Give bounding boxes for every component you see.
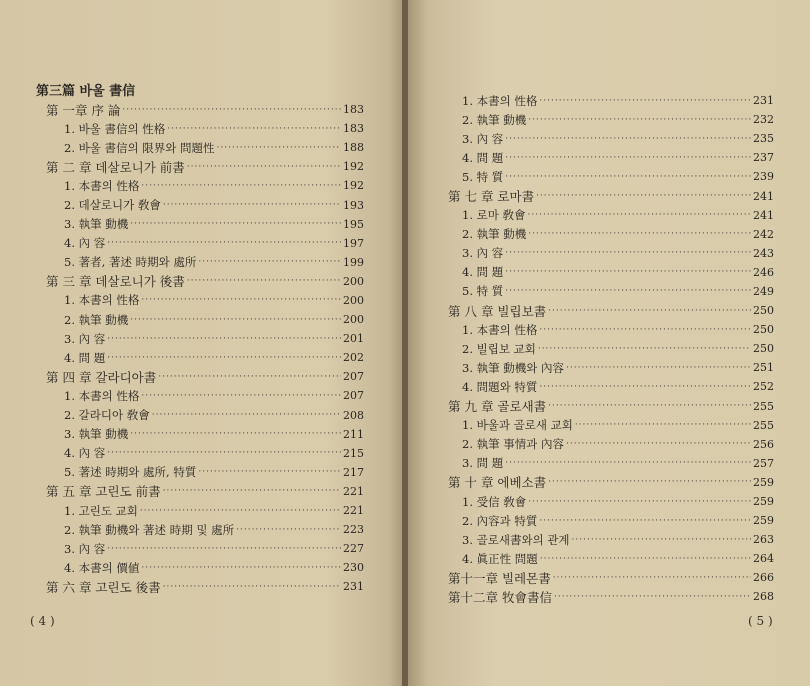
toc-section-entry — [36, 215, 364, 234]
toc-entry-label: 第 十 章 에베소書 — [448, 475, 547, 491]
toc-leader-dots — [152, 410, 341, 420]
toc-entry-label: 3. 內 容 — [462, 246, 504, 261]
toc-entry-label: 第十二章 牧會書信 — [448, 589, 552, 605]
toc-entry-label: 2. 執筆 動機 — [462, 112, 527, 127]
toc-entry-label: 4. 本書의 價値 — [64, 560, 140, 575]
toc-page-number: 207 — [343, 370, 364, 384]
toc-page-number: 188 — [343, 141, 364, 155]
toc-page-number: 266 — [753, 571, 774, 585]
toc-page-number: 221 — [343, 504, 364, 518]
toc-entry-label: 1. 바울 書信의 性格 — [64, 121, 166, 136]
toc-page-number: 202 — [343, 351, 364, 365]
toc-section-entry — [448, 435, 774, 454]
toc-entry-label: 第 八 章 빌립보書 — [448, 303, 547, 319]
toc-leader-dots — [539, 325, 751, 335]
toc-entry-label: 1. 受信 敎會 — [462, 494, 527, 509]
toc-entry-label: 2. 데살로니가 敎會 — [64, 198, 161, 213]
toc-section-entry — [36, 558, 364, 577]
toc-entry-label: 1. 로마 敎會 — [462, 208, 526, 223]
toc-section-entry — [448, 416, 774, 435]
toc-entry-label: 3. 問 題 — [462, 456, 504, 471]
toc-page-number: 183 — [343, 122, 364, 136]
toc-entry-label: 1. 고린도 교회 — [64, 503, 138, 518]
toc-leader-dots — [528, 210, 751, 220]
page-number-right: ( 5 ) — [748, 614, 773, 628]
toc-entry-label: 2. 執筆 動機 — [462, 227, 527, 242]
toc-leader-dots — [130, 219, 341, 229]
toc-leader-dots — [107, 334, 341, 344]
toc-entry-label: 5. 著述 時期와 處所, 特質 — [64, 465, 197, 480]
toc-section-entry — [36, 310, 364, 329]
toc-leader-dots — [107, 238, 341, 248]
toc-leader-dots — [536, 191, 751, 201]
toc-entry-label: 第 四 章 갈라디아書 — [46, 369, 157, 385]
toc-leader-dots — [198, 257, 341, 267]
toc-entry-label: 4. 內 容 — [64, 236, 106, 251]
toc-entry-label: 3. 內 容 — [64, 331, 106, 346]
toc-page-number: 192 — [343, 179, 364, 193]
toc-page-number: 243 — [753, 246, 774, 260]
toc-leader-dots — [141, 391, 341, 401]
toc-entry-label: 1. 本書의 性格 — [64, 388, 140, 403]
toc-leader-dots — [163, 582, 341, 592]
toc-section-entry — [448, 206, 774, 225]
toc-entry-label: 2. 빌립보 교회 — [462, 341, 536, 356]
toc-entry-label: 2. 內容과 特質 — [462, 513, 538, 528]
toc-section-entry — [448, 167, 774, 186]
left-page — [0, 0, 404, 686]
toc-leader-dots — [539, 96, 751, 106]
toc-leader-dots — [236, 525, 341, 535]
toc-section-entry — [448, 282, 774, 301]
toc-section-entry — [36, 253, 364, 272]
toc-entry-label: 3. 內 容 — [462, 131, 504, 146]
toc-leader-dots — [141, 295, 341, 305]
toc-page-number: 207 — [343, 389, 364, 403]
toc-page-number: 251 — [753, 361, 774, 375]
toc-leader-dots — [141, 181, 341, 191]
toc-page-number: 217 — [343, 465, 364, 479]
toc-page-number: 227 — [343, 542, 364, 556]
part-title — [36, 78, 364, 100]
toc-page-number: 259 — [753, 495, 774, 509]
toc-section-entry — [448, 263, 774, 282]
toc-page-number: 183 — [343, 103, 364, 117]
toc-entry-label: 2. 갈라디아 敎會 — [64, 408, 150, 423]
toc-leader-dots — [187, 276, 341, 286]
toc-entry-label: 2. 執筆 動機 — [64, 312, 129, 327]
toc-entry-label: 5. 特 質 — [462, 284, 504, 299]
toc-entry-label: 第十一章 빌레몬書 — [448, 570, 551, 586]
toc-leader-dots — [141, 563, 341, 573]
toc-page-number: 231 — [343, 580, 364, 594]
toc-page-number: 232 — [753, 113, 774, 127]
toc-page-number: 250 — [753, 323, 774, 337]
toc-leader-dots — [554, 592, 751, 602]
toc-page-number: 259 — [753, 475, 774, 489]
toc-entry-label: 4. 問 題 — [64, 350, 106, 365]
toc-page-number: 192 — [343, 160, 364, 174]
toc-leader-dots — [528, 229, 751, 239]
toc-leader-dots — [107, 353, 341, 363]
toc-leader-dots — [505, 248, 751, 258]
toc-page-number: 211 — [343, 427, 364, 441]
toc-page-number: 249 — [753, 284, 774, 298]
toc-entry-label: 第 二 章 데살로니가 前書 — [46, 159, 185, 175]
toc-entry-label: 4. 問 題 — [462, 265, 504, 280]
toc-page-number: 252 — [753, 380, 774, 394]
toc-page-number: 235 — [753, 132, 774, 146]
toc-entry-label: 1. 本書의 性格 — [64, 178, 140, 193]
toc-page-number: 241 — [753, 208, 774, 222]
toc-chapter-entry — [448, 397, 774, 416]
toc-entry-label: 4. 問 題 — [462, 150, 504, 165]
toc-leader-dots — [572, 535, 751, 545]
toc-section-entry — [36, 176, 364, 195]
toc-entry-label: 1. 本書의 性格 — [64, 293, 140, 308]
left-entry-list — [36, 100, 364, 596]
toc-leader-dots — [548, 477, 751, 487]
toc-page-number: 230 — [343, 561, 364, 575]
toc-entry-label: 3. 執筆 動機와 內容 — [462, 360, 565, 375]
toc-page-number: 223 — [343, 523, 364, 537]
toc-page-number: 268 — [753, 590, 774, 604]
toc-entry-label: 2. 執筆 事情과 內容 — [462, 437, 565, 452]
toc-section-entry — [448, 549, 774, 568]
toc-leader-dots — [163, 486, 341, 496]
page-number-left: ( 4 ) — [30, 614, 55, 628]
toc-section-entry — [36, 425, 364, 444]
toc-section-entry — [448, 511, 774, 530]
toc-leader-dots — [107, 544, 341, 554]
toc-leader-dots — [140, 506, 341, 516]
toc-leader-dots — [539, 516, 751, 526]
toc-section-entry — [36, 119, 364, 138]
toc-page-number: 215 — [343, 446, 364, 460]
toc-page-number: 250 — [753, 342, 774, 356]
toc-leader-dots — [538, 344, 751, 354]
toc-leader-dots — [158, 372, 341, 382]
toc-page-number: 255 — [753, 399, 774, 413]
toc-leader-dots — [566, 363, 751, 373]
toc-entry-label: 3. 골로새書와의 관계 — [462, 532, 570, 547]
toc-page-number: 246 — [753, 265, 774, 279]
toc-section-entry — [448, 148, 774, 167]
toc-page-number: 263 — [753, 533, 774, 547]
toc-section-entry — [36, 138, 364, 157]
toc-page-number: 200 — [343, 313, 364, 327]
toc-section-entry — [36, 348, 364, 367]
part-title-text: 第三篇 바울 書信 — [36, 83, 136, 99]
toc-page-number: 231 — [753, 94, 774, 108]
toc-page-number: 242 — [753, 227, 774, 241]
toc-page-number: 199 — [343, 255, 364, 269]
toc-section-entry — [448, 454, 774, 473]
toc-page-number: 239 — [753, 170, 774, 184]
right-page — [408, 0, 810, 686]
toc-page-number: 264 — [753, 552, 774, 566]
toc-entry-label: 2. 執筆 動機와 著述 時期 및 處所 — [64, 522, 235, 537]
toc-entry-label: 1. 本書의 性格 — [462, 322, 538, 337]
toc-leader-dots — [548, 306, 751, 316]
toc-chapter-entry — [448, 568, 774, 587]
toc-chapter-entry — [36, 157, 364, 176]
toc-page-number: 200 — [343, 293, 364, 307]
toc-entry-label: 5. 特 質 — [462, 169, 504, 184]
toc-leader-dots — [187, 162, 341, 172]
toc-section-entry — [36, 195, 364, 214]
toc-entry-label: 1. 本書의 性格 — [462, 93, 538, 108]
right-toc — [448, 91, 774, 607]
toc-leader-dots — [130, 429, 341, 439]
toc-section-entry — [448, 129, 774, 148]
toc-leader-dots — [505, 134, 751, 144]
toc-leader-dots — [505, 267, 751, 277]
toc-leader-dots — [540, 554, 751, 564]
toc-chapter-entry — [448, 473, 774, 492]
toc-section-entry — [36, 520, 364, 539]
toc-page-number: 237 — [753, 151, 774, 165]
toc-page-number: 201 — [343, 332, 364, 346]
toc-entry-label: 3. 執筆 動機 — [64, 217, 129, 232]
toc-page-number: 208 — [343, 408, 364, 422]
toc-chapter-entry — [448, 301, 774, 320]
toc-page-number: 197 — [343, 236, 364, 250]
toc-section-entry — [36, 386, 364, 405]
toc-section-entry — [448, 339, 774, 358]
toc-entry-label: 第 三 章 데살로니가 後書 — [46, 274, 185, 290]
toc-leader-dots — [130, 315, 341, 325]
toc-section-entry — [448, 530, 774, 549]
toc-page-number: 257 — [753, 456, 774, 470]
toc-page-number: 221 — [343, 484, 364, 498]
toc-page-number: 250 — [753, 304, 774, 318]
toc-page-number: 255 — [753, 418, 774, 432]
toc-entry-label: 第 五 章 고린도 前書 — [46, 484, 161, 500]
toc-leader-dots — [107, 448, 341, 458]
toc-entry-label: 3. 執筆 動機 — [64, 427, 129, 442]
toc-leader-dots — [505, 286, 751, 296]
toc-leader-dots — [163, 200, 341, 210]
toc-page-number: 193 — [343, 198, 364, 212]
toc-section-entry — [36, 329, 364, 348]
toc-leader-dots — [505, 172, 751, 182]
toc-leader-dots — [167, 124, 341, 134]
toc-section-entry — [36, 463, 364, 482]
toc-chapter-entry — [448, 186, 774, 205]
right-entry-list — [448, 91, 774, 607]
toc-leader-dots — [198, 467, 341, 477]
toc-leader-dots — [553, 573, 751, 583]
toc-page-number: 200 — [343, 274, 364, 288]
toc-entry-label: 4. 眞正性 問題 — [462, 551, 538, 566]
toc-page-number: 241 — [753, 189, 774, 203]
toc-chapter-entry — [36, 577, 364, 596]
toc-leader-dots — [528, 115, 751, 125]
toc-section-entry — [36, 234, 364, 253]
toc-section-entry — [448, 377, 774, 396]
toc-leader-dots — [505, 153, 751, 163]
toc-section-entry — [448, 91, 774, 110]
toc-section-entry — [36, 291, 364, 310]
toc-leader-dots — [539, 382, 751, 392]
toc-entry-label: 4. 內 容 — [64, 446, 106, 461]
toc-leader-dots — [505, 458, 751, 468]
toc-entry-label: 5. 著者, 著述 時期와 處所 — [64, 255, 197, 270]
left-toc — [36, 78, 364, 596]
toc-entry-label: 第 七 章 로마書 — [448, 189, 535, 205]
toc-chapter-entry — [36, 367, 364, 386]
toc-page-number: 256 — [753, 437, 774, 451]
toc-entry-label: 1. 바울과 골로새 교회 — [462, 418, 573, 433]
toc-section-entry — [448, 110, 774, 129]
toc-entry-label: 4. 問題와 特質 — [462, 379, 538, 394]
toc-leader-dots — [548, 401, 751, 411]
toc-section-entry — [448, 492, 774, 511]
toc-chapter-entry — [448, 587, 774, 606]
toc-section-entry — [36, 406, 364, 425]
toc-leader-dots — [528, 497, 751, 507]
toc-section-entry — [36, 501, 364, 520]
toc-leader-dots — [217, 143, 341, 153]
toc-section-entry — [36, 539, 364, 558]
toc-entry-label: 第 六 章 고린도 後書 — [46, 579, 161, 595]
toc-leader-dots — [575, 420, 751, 430]
toc-chapter-entry — [36, 272, 364, 291]
toc-entry-label: 2. 바울 書信의 限界와 問題性 — [64, 140, 215, 155]
toc-chapter-entry — [36, 482, 364, 501]
toc-section-entry — [448, 320, 774, 339]
toc-entry-label: 3. 內 容 — [64, 541, 106, 556]
toc-section-entry — [36, 444, 364, 463]
toc-section-entry — [448, 225, 774, 244]
toc-leader-dots — [566, 439, 751, 449]
toc-leader-dots — [122, 105, 341, 115]
toc-page-number: 259 — [753, 514, 774, 528]
toc-section-entry — [448, 358, 774, 377]
toc-chapter-entry — [36, 100, 364, 119]
toc-page-number: 195 — [343, 217, 364, 231]
toc-entry-label: 第 一章 序 論 — [46, 102, 121, 118]
toc-entry-label: 第 九 章 골로새書 — [448, 399, 547, 415]
toc-section-entry — [448, 244, 774, 263]
